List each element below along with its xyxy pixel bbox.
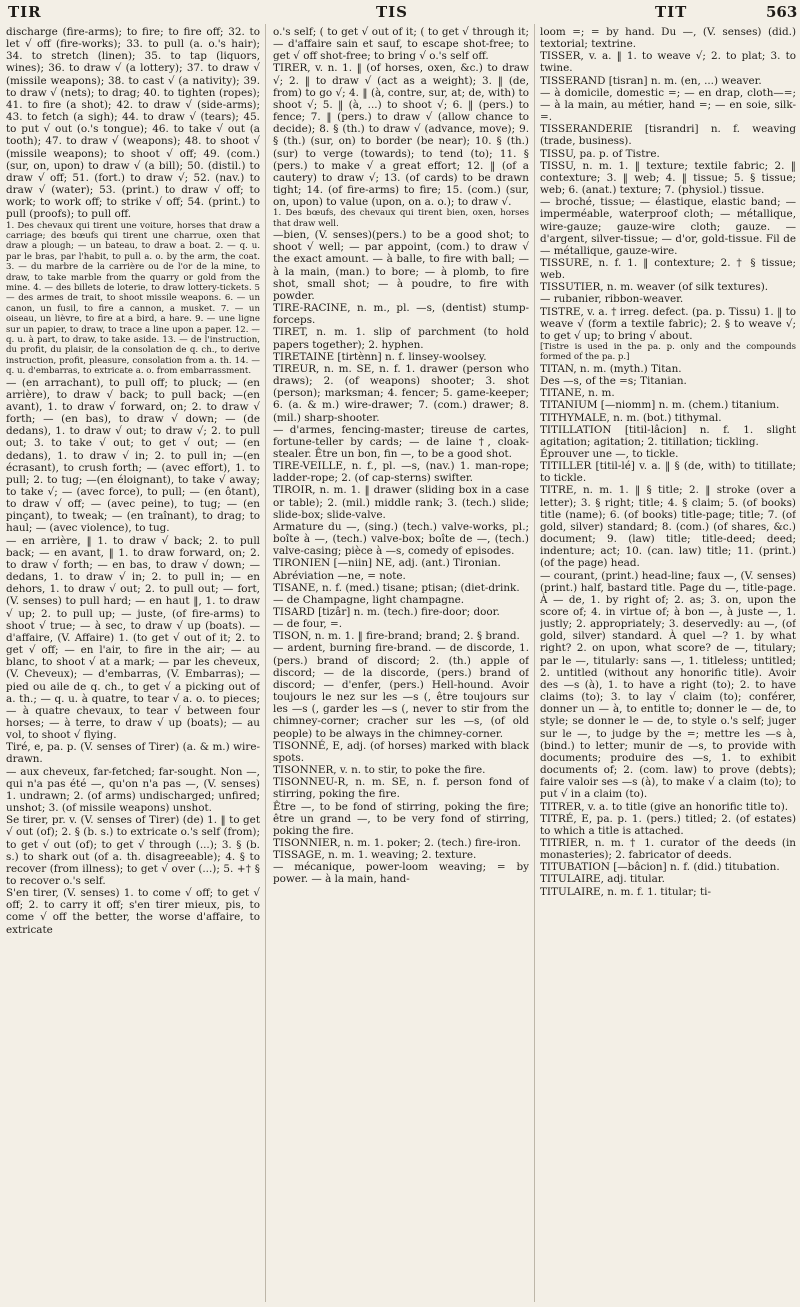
entry-text: loom =; = by hand. Du —, (V. senses) (did.) textorial; textrine.: [540, 26, 796, 51]
entry-text: Se tirer, pr. v. (V. senses of Tirer) (de) 1. ‖ to get √ out (of); 2. § (b. s.) to extricate o.'s self (from); to get √ out (of); to get √ through (...); 3. § (b. s.) to shark out (of a. th. disagreeable); 4. § to recover (from illness); to get √ over (...); 5. +† § to recover o.'s self.: [6, 814, 260, 887]
entry-text: TISONNÉ, E, adj. (of horses) marked with black spots.: [273, 739, 529, 764]
entry-text: TISONNIER, n. m. 1. poker; 2. (tech.) fire-iron.: [273, 836, 521, 849]
left-guide-word: TIR: [8, 3, 42, 21]
entry-text: Armature du —, (sing.) (tech.) valve-works, pl.; boîte à —, (tech.) valve-box; boîte de —, (tech.) valve-casing; pièce à —s, comedy of episodes.: [273, 520, 529, 558]
entry-text: TISSUTIER, n. m. weaver (of silk textures).: [540, 281, 769, 294]
entry-text: TIRONIEN [—niin] NE, adj. (ant.) Tironian.: [273, 557, 501, 570]
entry-text: discharge (fire-arms); to fire; to fire off; 32. to let √ off (fire-works); 33. to pull (a. o.'s hair); 34. to stretch (linen); 35. to tap (liquors, wines); 36. to draw √ (a lottery); 37. to draw √ (missile weapons); 38. to cast √ (a nativity); 39. to draw √ (nets); to drag; 40. to tighten (ropes); 41. to fire (a shot); 42. to draw √ (side-arms); 43. to fetch (a sigh); 44. to draw √ (tears); 45. to put √ out (o.'s tongue); 46. to take √ out (a tooth); 47. to draw √ (weapons); 48. to shoot √ (missile weapons); to shoot √ off; 49. (com.) (sur, on, upon) to draw √ (a bill); 50. (distil.) to draw √ off; 51. (fort.) to draw √; 52. (nav.) to draw √ (water); 53. (print.) to draw √ off; to work; to work off; to strike √ off; 54. (print.) to pull (proofs); to pull off.: [6, 26, 260, 221]
entry-text: TISSURE, n. f. 1. ‖ contexture; 2. † § tissue; web.: [540, 256, 796, 282]
entry-text: Abréviation —ne, = note.: [273, 569, 406, 582]
column-divider-left: [265, 24, 266, 1302]
entry-text: TIROIR, n. m. 1. ‖ drawer (sliding box in a case or table); 2. (mil.) middle rank; 3. (tech.) slide; slide-box; slide-valve.: [273, 484, 529, 521]
entry-text: TITANIUM [—niomm] n. m. (chem.) titanium.: [540, 399, 780, 412]
entry-text: S'en tirer, (V. senses) 1. to come √ off; to get √ off; 2. to carry it off; s'en tirer mieux, pis, to come √ off the better, the worse d'affaire, to extricate: [6, 887, 260, 936]
footnote: 1. Des chevaux qui tirent une voiture, horses that draw a carriage; des bœufs qui tirent une charrue, oxen that draw a plough; — un bateau, to draw a boat. 2. — q. u. par le bras, par l'habit, to pull a. o. by the arm, the coat. 3. — du marbre de la carrière ou de l'or de la mine, to draw, to take marble from the quarry or gold from the mine. 4. — des billets de loterie, to draw lottery-tickets. 5 — des armes de trait, to shoot missile weapons. 6. — un canon, un fusil, to fire a cannon, a musket. 7. — un oiseau, un lièvre, to fire at a bird, a hare. 9. — une ligne sur un papier, to draw, to trace a line upon a paper. 12. — q. u. à part, to draw, to take aside. 13. — de l'instruction, du profit, du plaisir, de la consolation de q. ch., to derive instruction, profit, pleasure, consolation from a. th. 14. — q. u. d'embarras, to extricate a. o. from embarrassment.: [6, 220, 260, 377]
entry-text: TISONNER, v. n. to stir, to poke the fire.: [273, 764, 486, 777]
entry-text: — broché, tissue; — élastique, elastic band; — imperméable, waterproof cloth; — métallique, wire-gauze; gauze-wire cloth; gauze. — d'argent, silver-tissue; — d'or, gold-tissue. Fil de — métallique, gauze-wire.: [540, 196, 796, 257]
column-middle: [273, 26, 529, 1301]
entry-text: TITULAIRE, adj. titular.: [540, 873, 665, 886]
entry-text: TISSU, n. m. 1. ‖ texture; textile fabric; 2. ‖ contexture; 3. ‖ web; 4. ‖ tissue; 5. § tissue; web; 6. (anat.) texture; 7. (physiol.) tissue.: [540, 159, 796, 197]
entry-text: TITRER, v. a. to title (give an honorific title to).: [540, 800, 789, 813]
column-right: [540, 26, 796, 1301]
entry-text: TITRE, n. m. 1. ‖ § title; 2. ‖ stroke (over a letter); 3. § right; title; 4. § claim; 5. (of books) title (name); 6. (of books) title-page; title; 7. (of gold, silver) standard; 8. (com.) (of shares, &c.) document; 9. (law) title; title-deed; deed; indenture; act; 10. (can. law) title; 11. (print.) (of the page) head.: [540, 484, 796, 570]
entry-text: Tiré, e, pa. p. (V. senses of Tirer) (a. & m.) wire-drawn.: [6, 741, 260, 766]
entry-text: — de four, =.: [273, 618, 343, 631]
entry-text: TITAN, n. m. (myth.) Titan.: [540, 362, 682, 375]
entry-text: TISARD [tizâr] n. m. (tech.) fire-door; door.: [273, 606, 500, 618]
entry-text: Éprouver une —, to tickle.: [540, 447, 679, 460]
entry-text: TITILLER [titil-lé] v. a. ‖ § (de, with) to titillate; to tickle.: [540, 460, 796, 485]
entry-text: TIREUR, n. m. SE, n. f. 1. drawer (person who draws); 2. (of weapons) shooter; 3. shot (person); marksman; 4. fencer; 5. game-keeper; 6. (a. & m.) wire-drawer; 7. (com.) drawer; 8. (mil.) sharp-shooter.: [273, 362, 529, 424]
entry-text: TIRE-RACINE, n. m., pl. —s, (dentist) stump-forceps.: [273, 302, 529, 327]
page-number: 563: [766, 3, 798, 21]
entry-text: Être —, to be fond of stirring, poking the fire; être un grand —, to be very fond of stirring, poking the fire.: [273, 800, 529, 837]
entry-text: — à domicile, domestic =; — en drap, cloth—=; — à la main, au métier, hand =; — en soie, silk-=.: [540, 86, 796, 124]
entry-text: — d'armes, fencing-master; tireuse de cartes, fortune-teller by cards; — de laine †, cloak-stealer. Être un bon, fin —, to be a good shot.: [273, 423, 529, 460]
entry-text: — de Champagne, light champagne.: [273, 593, 465, 606]
entry-text: TISSU, pa. p. of Tistre.: [540, 147, 660, 160]
entry-text: TISTRE, v. a. † irreg. defect. (pa. p. Tissu) 1. ‖ to weave √ (form a textile fabric); 2. § to weave √; to get √ up; to bring √ about.: [540, 305, 796, 342]
entry-text: TITILLATION [titil-lâcion] n. f. 1. slight agitation; agitation; 2. titillation; tickling.: [540, 423, 796, 448]
entry-text: — rubanier, ribbon-weaver.: [540, 293, 684, 306]
entry-text: TITRIER, n. m. † 1. curator of the deeds (in monasteries); 2. fabricator of deeds.: [540, 836, 796, 862]
column-left: [6, 26, 260, 1301]
entry-text: TITRÉ, E, pa. p. 1. (pers.) titled; 2. (of estates) to which a title is attached.: [540, 812, 796, 837]
entry-text: TIRET, n. m. 1. slip of parchment (to hold papers together); 2. hyphen.: [273, 326, 529, 351]
entry-text: TITHYMALE, n. m. (bot.) tithymal.: [540, 411, 722, 424]
entry-text: TIRETAINE [tirtènn] n. f. linsey-woolsey.: [273, 350, 487, 363]
entry-text: TISSERANDERIE [tisrandri] n. f. weaving (trade, business).: [540, 123, 796, 148]
entry-text: TITUBATION [—bâcion] n. f. (did.) titubation.: [540, 861, 780, 874]
entry-text: Des —s, of the =s; Titanian.: [540, 375, 687, 388]
entry-text: TIRER, v. n. 1. ‖ (of horses, oxen, &c.) to draw √; 2. ‖ to draw √ (act as a weight); 3. ‖ (de, from) to go √; 4. ‖ (à, contre, sur, at; de, with) to shoot √; 5. ‖ (à, ...) to shoot √; 6. ‖ (pers.) to fence; 7. ‖ (pers.) to draw √ (allow chance to decide); 8. § (th.) to draw √ (advance, move); 9. § (th.) (sur, on) to border (be near); 10. § (th.) (sur) to verge (towards); to tend (to); 11. § (pers.) to make √ a great effort; 12. ‖ (of a cautery) to draw √; 13. (of cards) to be drawn tight; 14. (of fire-arms) to fire; 15. (com.) (sur, on, upon) to value (upon, on a. o.); to draw √.: [273, 62, 529, 209]
entry-text: —bien, (V. senses)(pers.) to be a good shot; to shoot √ well; — par appoint, (com.) to draw √ the exact amount. — à balle, to fire with ball; — à la main, (man.) to bore; — à plomb, to fire shot, small shot; — à poudre, to fire with powder.: [273, 229, 529, 302]
entry-text: — ardent, burning fire-brand. — de discorde, 1. (pers.) brand of discord; 2. (th.) apple of discord; — de la discorde, (pers.) brand of discord; — d'enfer, (pers.) Hell-hound. Avoir toujours le nez sur les —s (, être toujours sur les —s (, garder les —s (, never to stir from the chimney-corner; cracher sur les —s, (of old people) to be always in the chimney-corner.: [273, 642, 529, 740]
usage-note: [Tistre is used in the pa. p. only and the compounds formed of the pa. p.]: [540, 342, 796, 363]
entry-text: TITANE, n. m.: [540, 387, 615, 400]
entry-text: — aux cheveux, far-fetched; far-sought. Non —, qui n'a pas été —, qu'on n'a pas —, (V. senses) 1. undrawn; 2. (of arms) undischarged; unfired; unshot; 3. (of missile weapons) unshot.: [6, 765, 260, 815]
entry-text: TISSAGE, n. m. 1. weaving; 2. texture.: [273, 849, 477, 862]
entry-text: — courant, (print.) head-line; faux —, (V. senses) (print.) half, bastard title. Page du —, title-page. À — de, 1. by right of; 2. as; 3. on, upon the score of; 4. in virtue of; à bon —, à juste —, 1. justly; 2. appropriately; 3. deservedly: au —, (of gold, silver) standard. À quel —? 1. by what right? 2. on upon, what score? de —, titulary; par le —, titularly: sans —, 1. titleless; untitled; 2. untitled (without any honorific title). Avoir des —s (à), 1. to have a right (to); 2. to have claims (to); 3. to lay √ claim (to); conférer, donner un — à, to entitle to; donner le — de, to style; se donner le — de, to style o.'s self; juger sur le —, to judge by the =; mettre les —s à, (bind.) to letter; munir de —s, to provide with documents; produire des —s, 1. to exhibit documents of; 2. (com. law) to prove (debts); faire valoir ses —s (à), to make √ a claim (to); to put √ in a claim (to).: [540, 569, 796, 801]
entry-text: TITULAIRE, n. m. f. 1. titular; ti-: [540, 885, 711, 898]
entry-text: o.'s self; ( to get √ out of it; ( to get √ through it; — d'affaire sain et sauf, to escape shot-free; to get √ off shot-free; to bring √ o.'s self off.: [273, 26, 529, 63]
entry-text: — mécanique, power-loom weaving; = by power. — à la main, hand-: [273, 861, 529, 886]
footnote: 1. Des bœufs, des chevaux qui tirent bien, oxen, horses that draw well.: [273, 208, 529, 229]
center-guide-word: TIS: [376, 3, 409, 21]
column-divider-right: [534, 24, 535, 1302]
running-header: [0, 3, 800, 25]
entry-text: TISSER, v. a. ‖ 1. to weave √; 2. to plat; 3. to twine.: [540, 50, 796, 75]
entry-text: TISSERAND [tisran] n. m. (en, ...) weaver.: [540, 74, 762, 87]
right-guide-word: TIT: [655, 3, 688, 21]
entry-text: — en arrière, ‖ 1. to draw √ back; 2. to pull back; — en avant, ‖ 1. to draw forward, on; 2. to draw √ forth; — en bas, to draw √ down; — dedans, 1. to draw √ in; 2. to pull in; — en dehors, 1. to draw √ out; 2. to pull out; — fort, (V. senses) to pull hard; — en haut ‖, 1. to draw √ up; 2. to pull up; — juste, (of fire-arms) to shoot √ true; — à sec, to draw √ up (boats). — d'affaire, (V. Affaire) 1. (to get √ out of it; 2. to get √ off; — en l'air, to fire in the air; — au blanc, to shoot √ at a mark; — par les cheveux, (V. Cheveux); — d'embarras, (V. Embarras); — pied ou aile de q. ch., to get √ a picking out of a. th.; — q. u. à quatre, to tear √ a. o. to pieces; — à quatre chevaux, to tear √ between four horses; — à terre, to draw √ up (boats); — au vol, to shoot √ flying.: [6, 534, 260, 742]
entry-text: TISANE, n. f. (med.) tisane; ptisan; (diet-drink.: [273, 581, 520, 594]
entry-text: TISON, n. m. 1. ‖ fire-brand; brand; 2. § brand.: [273, 630, 520, 643]
entry-text: TISONNEU-R, n. m. SE, n. f. person fond of stirring, poking the fire.: [273, 776, 529, 801]
entry-text: TIRE-VEILLE, n. f., pl. —s, (nav.) 1. man-rope; ladder-rope; 2. (of cap-sterns) swifter.: [273, 460, 529, 485]
entry-text: — (en arrachant), to pull off; to pluck; — (en arrière), to draw √ back; to pull back; —(en avant), 1. to draw √ forward, on; 2. to draw √ forth; — (en bas), to draw √ down; — (de dedans), 1. to draw √ out; to draw √; 2. to pull out; 3. to take √ out; to get √ out; — (en dedans), 1. to draw √ in; 2. to pull in; —(en écrasant), to crush forth; — (avec effort), 1. to pull; 2. to tug; —(en éloignant), to take √ away; to take √; — (avec force), to pull; — (en ôtant), to draw √ off; — (avec peine), to tug; — (en pinçant), to tweak; — (en traînant), to drag; to haul; — (avec violence), to tug.: [6, 376, 260, 535]
